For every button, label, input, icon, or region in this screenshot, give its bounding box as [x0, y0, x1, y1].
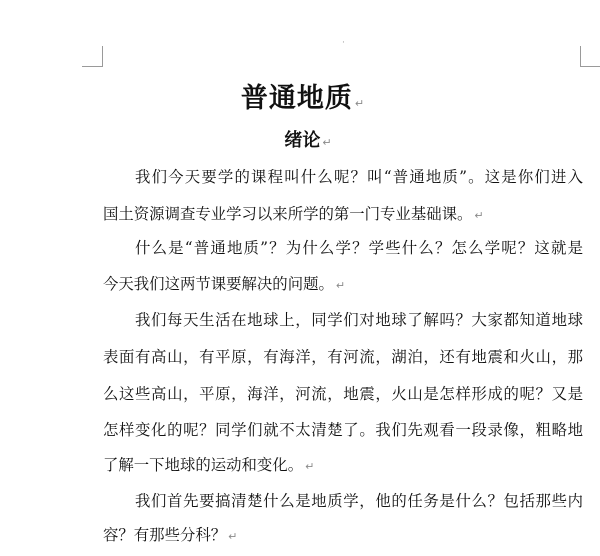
text-line-content: 国土资源调查专业学习以来所学的第一门专业基础课。 [103, 205, 473, 223]
paragraph-mark-icon: ↵ [228, 530, 238, 543]
text-line[interactable]: 怎样变化的呢？同学们就不太清楚了。我们先观看一段录像，粗略地 [103, 421, 583, 439]
crop-mark-top-right [580, 46, 600, 67]
page-center-mark: · [342, 38, 345, 48]
text-line[interactable]: 表面有高山，有平原，有海洋，有河流，湖泊，还有地震和火山，那 [103, 348, 583, 366]
section-heading[interactable] [0, 126, 600, 152]
text-line[interactable]: 我们每天生活在地球上，同学们对地球了解吗？大家都知道地球 [135, 311, 583, 329]
text-line[interactable]: 我们今天要学的课程叫什么呢？叫“普通地质”。这是你们进入 [135, 168, 583, 186]
text-line[interactable] [103, 274, 583, 296]
paragraph-mark-icon: ↵ [354, 97, 366, 110]
text-line-content: 今天我们这两节课要解决的问题。 [103, 275, 334, 293]
text-line-content: 容？有那些分科？ [103, 526, 227, 544]
section-heading-text: 绪论 [284, 130, 321, 151]
paragraph-mark-icon: ↵ [474, 209, 484, 222]
text-line-content: 了解一下地球的运动和变化。 [103, 456, 304, 474]
paragraph-mark-icon: ↵ [322, 136, 332, 149]
document-title[interactable] [0, 76, 600, 115]
text-line[interactable]: 么这些高山，平原，海洋，河流，地震，火山是怎样形成的呢？又是 [103, 385, 583, 403]
paragraph-mark-icon: ↵ [305, 460, 315, 473]
text-line[interactable] [103, 455, 583, 477]
document-title-text: 普通地质 [240, 83, 353, 114]
text-line[interactable] [103, 204, 583, 226]
text-line[interactable] [103, 525, 583, 547]
text-line[interactable]: 我们首先要搞清楚什么是地质学，他的任务是什么？包括那些内 [135, 492, 583, 510]
paragraph-mark-icon: ↵ [335, 279, 346, 292]
text-line[interactable]: 什么是“普通地质”？为什么学？学些什么？怎么学呢？这就是 [135, 239, 583, 257]
crop-mark-top-left [82, 46, 103, 67]
